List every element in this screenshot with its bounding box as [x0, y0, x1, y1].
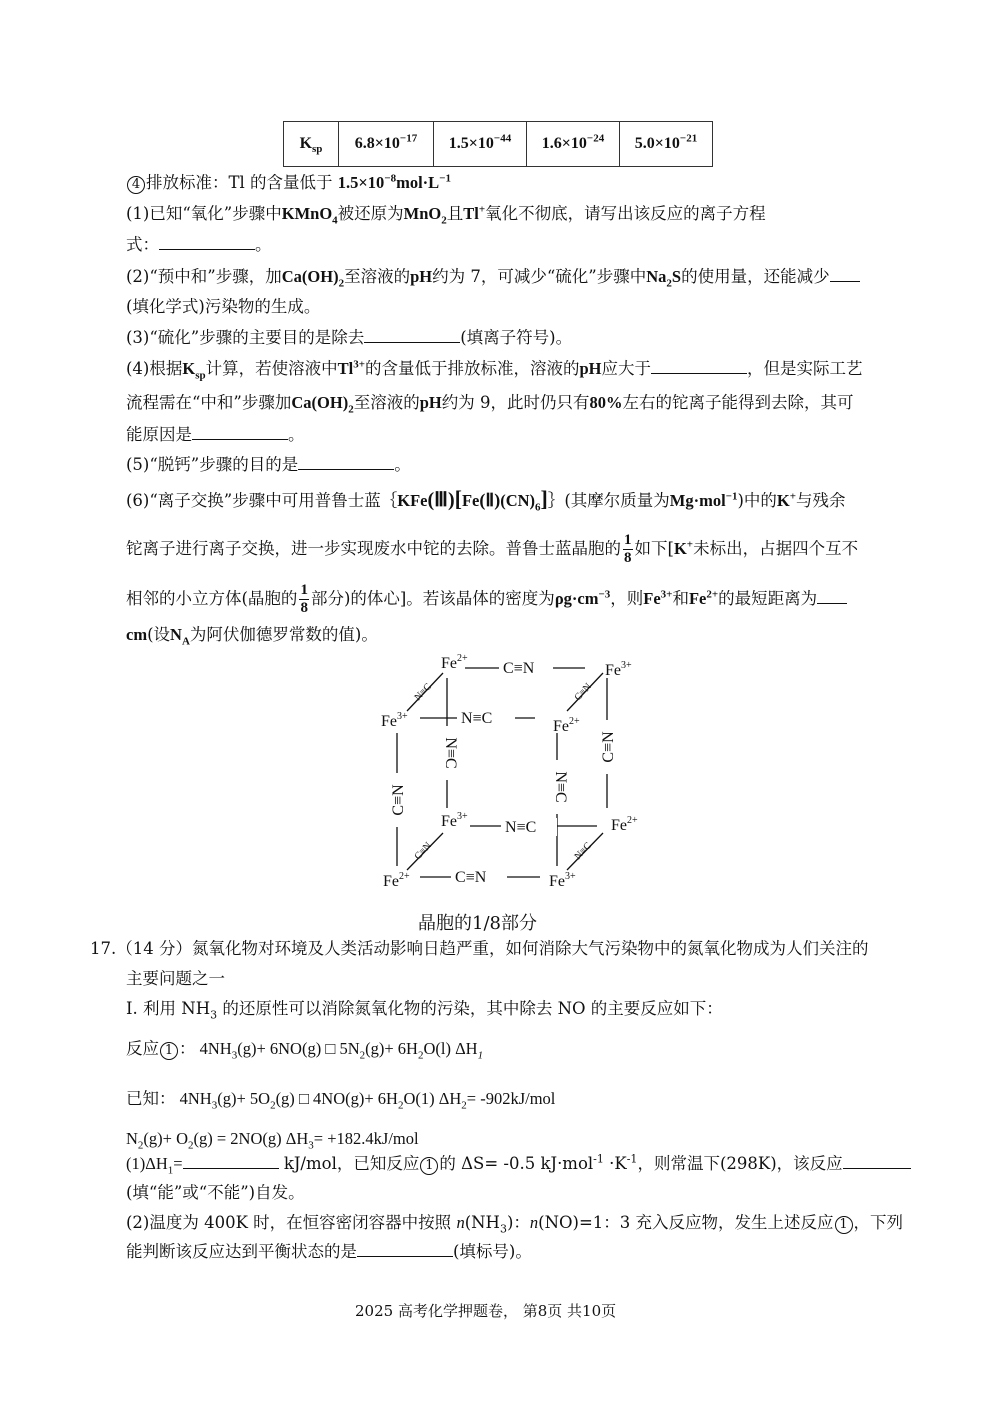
fe2-ion: $Fe^{2+}$	[441, 653, 468, 672]
answer-blank[interactable]	[357, 1242, 453, 1257]
question-1-line-2: 式： 。	[126, 235, 272, 254]
question-6-line-4: cm(设$N_A$为阿伏伽德罗常数的值)。	[126, 625, 378, 648]
answer-blank[interactable]	[830, 267, 860, 282]
ksp-value-cell: $5.0\times 10^{-21}$	[620, 122, 713, 167]
question-17-1-line-1: $(1)\Delta H_1= kJ/mol$，已知反应 1 的 ΔS= -0.5 $kJ\cdot mol^{-1} \cdot K^{-1}$，则常温下(298K)，该反应	[126, 1153, 911, 1175]
reaction-1: 反应 1 ： $4NH_3(g)+ 6NO(g)$ □ $5N_2(g)+ 6H_2O(l)$ $\Delta H_1$	[126, 1039, 484, 1062]
question-1-line-1: (1)已知“氧化”步骤中KMnO$_4$被还原为MnO$_2$且Tl+氧化不彻底，请写出该反应的离子方程	[126, 203, 766, 227]
fe3-ion: $Fe^{3+}$	[549, 871, 576, 890]
question-2-line-2: (填化学式)污染物的生成。	[126, 297, 321, 316]
answer-blank[interactable]	[192, 425, 288, 440]
diagram-caption: 晶胞的1/8部分	[418, 913, 537, 934]
fe3-ion: $Fe^{3+}$	[605, 660, 632, 679]
answer-blank[interactable]	[159, 235, 255, 250]
ksp-value-cell: $1.5\times 10^{-44}$	[434, 122, 527, 167]
question-4-line-3: 能原因是 。	[126, 425, 305, 444]
cyanide-bridge: C≡N	[412, 840, 434, 863]
cyanide-bridge: N≡C	[442, 737, 459, 769]
table-row	[284, 122, 713, 167]
cyanide-bridge: N≡C	[552, 771, 569, 803]
page-footer: 2025 高考化学押题卷， 第8页 共10页	[355, 1302, 617, 1320]
ksp-value-cell: $1.6\times 10^{-24}$	[527, 122, 620, 167]
answer-blank[interactable]	[817, 589, 847, 604]
cyanide-bridge: N≡C	[572, 840, 594, 863]
fe2-ion: $Fe^{2+}$	[383, 871, 410, 890]
answer-blank[interactable]	[843, 1154, 911, 1169]
cyanide-bridge: C≡N	[455, 869, 487, 886]
cyanide-bridge: C≡N	[390, 784, 407, 816]
question-17-2-line-2: 能判断该反应达到平衡状态的是 (填标号)。	[126, 1242, 532, 1261]
fraction-one-eighth: $\frac{1}{8}$	[624, 532, 632, 566]
answer-blank[interactable]	[651, 359, 747, 374]
fraction-one-eighth: $\frac{1}{8}$	[300, 582, 308, 616]
ksp-table	[283, 121, 713, 167]
fe3-ion: $Fe^{3+}$	[381, 711, 408, 730]
cyanide-bridge: C≡N	[572, 681, 594, 704]
discharge-standard: 4 排放标准：Tl 的含量低于 $1.5\times 10^{-8}mol\cdot L^{-1}$	[126, 172, 451, 194]
question-3: (3)“硫化”步骤的主要目的是除去 (填离子符号)。	[126, 328, 573, 347]
fe2-ion: $Fe^{2+}$	[611, 815, 638, 834]
part-i-intro: I. 利用 $NH_3$ 的还原性可以消除氮氧化物的污染，其中除去 NO 的主要反应如下：	[126, 999, 723, 1022]
cyanide-bridge: C≡N	[600, 731, 617, 763]
known-reaction-2: 已知： $4NH_3(g)+ 5O_2(g)$ □ $4NO(g)+ 6H_2O(1)$ $\Delta H_2= -902kJ/mol$	[126, 1089, 556, 1112]
question-6-line-3: 相邻的小立方体(晶胞的 $\frac{1}{8}$ 部分)的体心]。若该晶体的密度为$\rho g\cdot cm^{-3}$，则$Fe^{3+}$和$Fe^{2+}$的最短距离为	[126, 582, 847, 617]
answer-blank[interactable]	[298, 455, 394, 470]
fe2-ion: $Fe^{2+}$	[553, 716, 580, 735]
cyanide-bridge: N≡C	[505, 819, 537, 836]
question-5: (5)“脱钙”步骤的目的是 。	[126, 455, 411, 474]
question-6-line-2: 铊离子进行离子交换，进一步实现废水中铊的去除。普鲁士蓝晶胞的 $\frac{1}{8}$ 如下[K+未标出，占据四个互不	[126, 532, 859, 566]
question-17-2-line-1: (2)温度为 400K 时，在恒容密闭容器中按照 $n(NH_3)$：n(NO)=1：3 充入反应物，发生上述反应 1 ，下列	[126, 1213, 904, 1236]
cyanide-bridge: N≡C	[461, 710, 493, 727]
question-17-heading: 17.（14 分）氮氧化物对环境及人类活动影响日趋严重，如何消除大气污染物中的氮氧化物成为人们关注的	[90, 939, 869, 958]
question-4-line-1: (4)根据$K_{sp}$计算，若使溶液中$Tl^{3+}$的含量低于排放标准，溶液的pH应大于 ，但是实际工艺	[126, 358, 863, 382]
question-17-heading-2: 主要问题之一	[126, 969, 225, 988]
prussian-blue-cell-diagram	[375, 648, 665, 896]
answer-blank[interactable]	[183, 1154, 279, 1169]
cyanide-bridge: N≡C	[412, 681, 434, 704]
known-reaction-3: $N_2(g)+ O_2(g) = 2NO(g)$ $\Delta H_3= +182.4kJ/mol$	[126, 1129, 419, 1152]
answer-blank[interactable]	[364, 328, 460, 343]
ksp-label-cell: $K_{sp}$	[284, 122, 339, 167]
question-4-line-2: 流程需在“中和”步骤加$Ca(OH)_2$至溶液的pH约为 9，此时仍只有80%左右的铊离子能得到去除，其可	[126, 393, 854, 416]
question-2-line-1: (2)“预中和”步骤，加$Ca(OH)_2$至溶液的pH约为 7，可减少“硫化”步骤中$Na_2S$的使用量，还能减少	[126, 266, 860, 288]
cyanide-bridge: C≡N	[503, 660, 535, 677]
ksp-value-cell: $6.8\times 10^{-17}$	[339, 122, 434, 167]
fe3-ion: $Fe^{3+}$	[441, 811, 468, 830]
question-17-1-line-2: (填“能”或“不能”)自发。	[126, 1183, 305, 1202]
question-6-line-1: (6)“离子交换”步骤中可用普鲁士蓝$\{KFe(Ⅲ)[Fe(Ⅱ)(CN)_6]\}$(其摩尔质量为Mg·mol$^{-1}$)中的K+与残余	[126, 486, 846, 514]
